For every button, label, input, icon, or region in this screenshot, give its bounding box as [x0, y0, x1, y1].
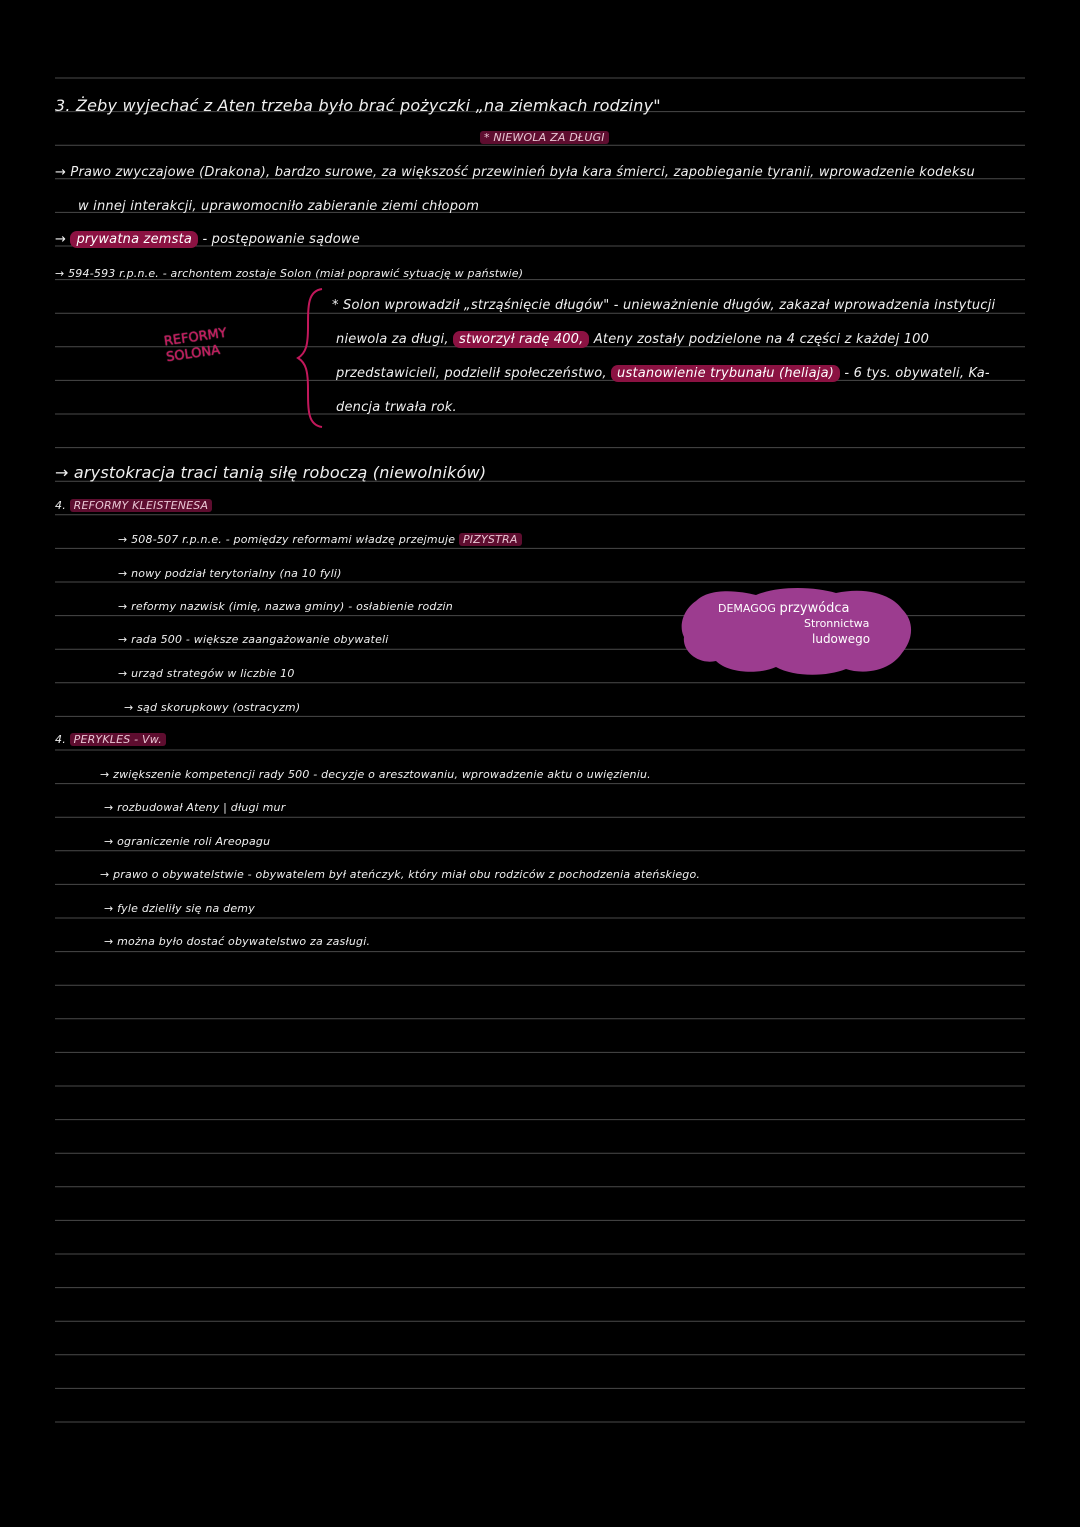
cloud-demagog: [718, 601, 850, 616]
note-citizenship-merit: → można było dostać obywatelstwo za zasługi.: [104, 935, 371, 948]
curly-brace: [296, 287, 326, 429]
cloud-definition-2: Stronnictwa: [804, 617, 870, 630]
highlight-pizystrat: PIZYSTRA: [459, 533, 522, 546]
note-citizenship: → prawo o obywatelstwie - obywatelem był ateńczyk, który miał obu rodziców z pochodzenia ateńskiego.: [100, 868, 701, 881]
note-debt-slavery: [480, 131, 609, 144]
note-areopagus: → ograniczenie roli Areopagu: [104, 835, 271, 848]
note-heliaia-a: przedstawicieli, podzielił społeczeństwo,: [336, 366, 607, 381]
note-council-400-c: Ateny zostały podzielone na 4 części z każdej 100: [593, 332, 930, 347]
highlight-private-revenge: prywatna zemsta: [70, 231, 198, 248]
note-phyles-demes: → fyle dzieliły się na demy: [104, 902, 255, 915]
heading-kleistenes: [55, 499, 212, 512]
note-heliaia-c: - 6 tys. obywateli, Ka-: [844, 366, 990, 381]
note-private-revenge: [55, 232, 360, 247]
stamp-line-1: REFORMY: [163, 325, 228, 350]
cloud-definition-3: ludowego: [812, 632, 871, 646]
note-council-400: [336, 332, 929, 347]
highlight-council-400: stworzył radę 400,: [453, 331, 589, 348]
note-strategoi: → urząd strategów w liczbie 10: [118, 667, 295, 680]
note-solon-archon: → 594-593 r.p.n.e. - archontem zostaje Solon (miał poprawić sytuację w państwie): [55, 267, 524, 280]
note-draco-law-cont: w innej interakcji, uprawomocniło zabieranie ziemi chłopom: [78, 199, 480, 214]
note-seisachtheia: * Solon wprowadził „strząśnięcie długów" - unieważnienie długów, zakazał wprowadzenia instytucji: [332, 298, 996, 313]
note-ostracism: → sąd skorupkowy (ostracyzm): [124, 701, 301, 714]
cloud-definition-1: przywódca: [779, 601, 850, 616]
note-term: dencja trwała rok.: [336, 400, 457, 415]
cloud-term: DEMAGOG: [718, 602, 776, 615]
note-council-powers: → zwiększenie kompetencji rady 500 - decyzje o aresztowaniu, wprowadzenie aktu o uwięzieniu.: [100, 768, 651, 781]
highlight-heliaia: ustanowienie trybunału (heliaja): [611, 365, 840, 382]
note-council-500: → rada 500 - większe zaangażowanie obywateli: [118, 633, 389, 646]
highlight-perykles: PERYKLES - Vw.: [70, 733, 166, 746]
arrow-mark: →: [55, 232, 67, 247]
note-name-reform: → reformy nazwisk (imię, nazwa gminy) - osłabienie rodzin: [118, 600, 453, 613]
note-heliaia: [336, 366, 990, 381]
heading-kleistenes-number: 4.: [55, 499, 66, 512]
note-heading-3: 3. Żeby wyjechać z Aten trzeba było brać pożyczki „na ziemkach rodziny": [55, 96, 661, 115]
note-kleistenes-dates-a: → 508-507 r.p.n.e. - pomiędzy reformami władzę przejmuje: [118, 533, 456, 546]
stamp-reformy-solona: [163, 326, 230, 366]
note-aristocracy: → arystokracja traci tanią siłę roboczą (niewolników): [55, 463, 487, 482]
note-territorial-division: → nowy podział terytorialny (na 10 fyli): [118, 567, 342, 580]
note-long-walls: → rozbudował Ateny | długi mur: [104, 801, 286, 814]
note-council-400-a: niewola za długi,: [336, 332, 449, 347]
heading-perykles: [55, 733, 166, 746]
note-private-revenge-tail: - postępowanie sądowe: [202, 232, 360, 247]
stamp-line-2: SOLONA: [165, 342, 221, 366]
highlight-debt-slavery: * NIEWOLA ZA DŁUGI: [480, 131, 609, 144]
heading-perykles-number: 4.: [55, 733, 66, 746]
note-kleistenes-dates: [118, 533, 522, 546]
note-draco-law: → Prawo zwyczajowe (Drakona), bardzo surowe, za większość przewinień była kara śmierci, zapobieganie tyranii, wprowadzenie kodeksu: [55, 165, 975, 180]
demagog-cloud: [676, 583, 918, 679]
highlight-kleistenes: REFORMY KLEISTENESA: [70, 499, 213, 512]
